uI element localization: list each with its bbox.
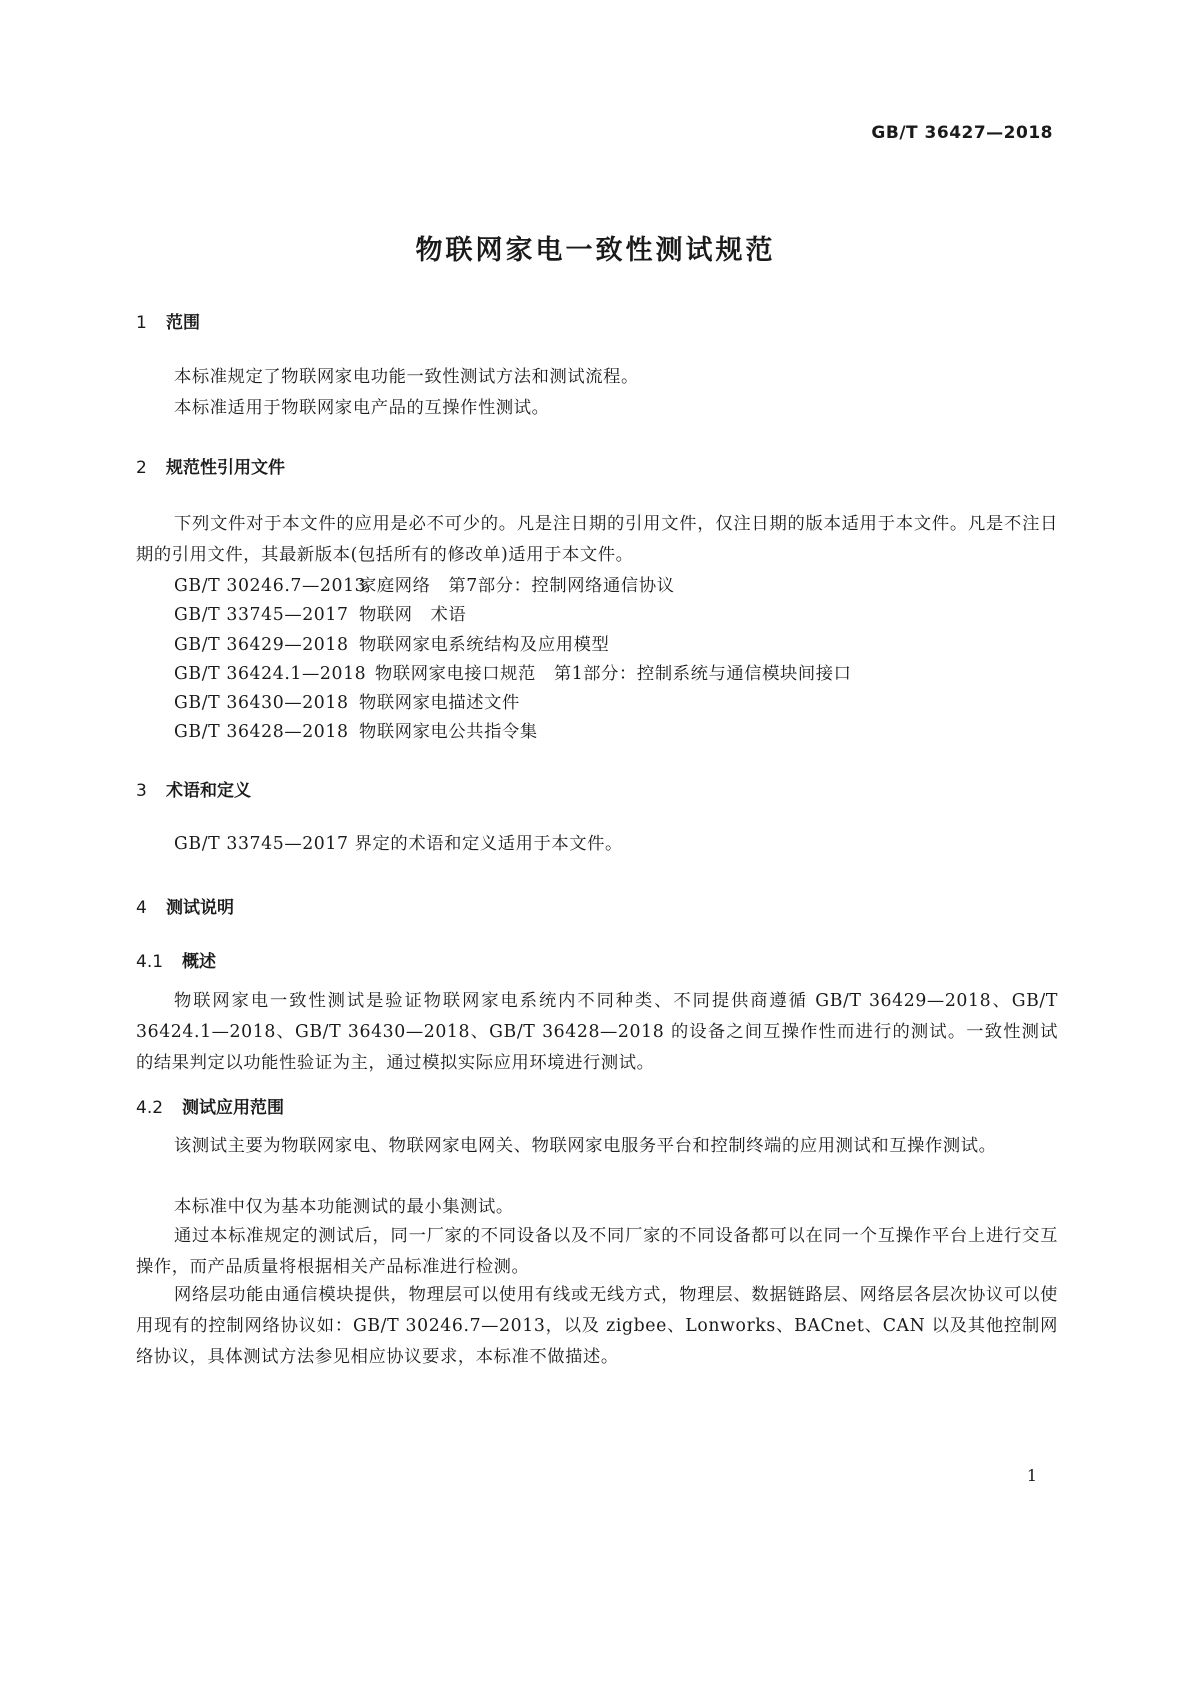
section-4-2-heading (136, 1093, 284, 1118)
reference-entry (174, 571, 675, 596)
reference-title: 物联网家电系统结构及应用模型 (359, 635, 610, 655)
section-title: 规范性引用文件 (166, 458, 285, 478)
reference-title: 物联网 术语 (359, 605, 467, 625)
section-title: 测试说明 (166, 898, 234, 918)
reference-entry (174, 630, 609, 655)
reference-code: GB/T 36424.1—2018 (174, 664, 367, 684)
section-number: 4.2 (136, 1098, 164, 1118)
reference-code: GB/T 33745—2017 (174, 605, 349, 625)
section-1-heading (136, 308, 200, 333)
reference-entry (174, 717, 538, 742)
section-number: 1 (136, 313, 147, 333)
section-4-heading (136, 893, 234, 918)
reference-title: 物联网家电接口规范 第1部分：控制系统与通信模块间接口 (375, 664, 852, 684)
reference-entry (174, 659, 852, 684)
reference-code: GB/T 36429—2018 (174, 635, 349, 655)
paragraph: 物联网家电一致性测试是验证物联网家电系统内不同种类、不同提供商遵循 GB/T 36429—2018、GB/T 36424.1—2018、GB/T 36430—2018、GB/T 36428—2018 的设备之间互操作性而进行的测试。一致性测试的结果判定以功能性验证为主，通过模拟实际应用环境进行测试。 (136, 991, 1058, 1073)
section-2-heading (136, 453, 285, 478)
reference-code: GB/T 30246.7—2013 (174, 576, 367, 596)
standard-code: GB/T 36427—2018 (871, 123, 1053, 143)
section-4-1-heading (136, 947, 216, 972)
section-title: 范围 (166, 313, 200, 333)
reference-entry (174, 600, 466, 625)
section-3-heading (136, 776, 251, 801)
paragraph: 本标准规定了物联网家电功能一致性测试方法和测试流程。 (174, 367, 639, 387)
paragraph: 本标准适用于物联网家电产品的互操作性测试。 (174, 398, 550, 418)
paragraph: 本标准中仅为基本功能测试的最小集测试。 (174, 1197, 514, 1217)
section-number: 3 (136, 781, 147, 801)
section-number: 4.1 (136, 952, 164, 972)
section-number: 4 (136, 898, 147, 918)
reference-code: GB/T 36430—2018 (174, 693, 349, 713)
reference-title: 物联网家电描述文件 (359, 693, 520, 713)
paragraph: 通过本标准规定的测试后，同一厂家的不同设备以及不同厂家的不同设备都可以在同一个互操作平台上进行交互操作，而产品质量将根据相关产品标准进行检测。 (136, 1226, 1058, 1277)
reference-title: 物联网家电公共指令集 (359, 722, 538, 742)
paragraph: 下列文件对于本文件的应用是必不可少的。凡是注日期的引用文件，仅注日期的版本适用于本文件。凡是不注日期的引用文件，其最新版本(包括所有的修改单)适用于本文件。 (136, 514, 1058, 565)
section-title: 术语和定义 (166, 781, 251, 801)
paragraph: 该测试主要为物联网家电、物联网家电网关、物联网家电服务平台和控制终端的应用测试和互操作测试。 (174, 1136, 997, 1156)
section-title: 概述 (182, 952, 216, 972)
reference-entry (174, 688, 520, 713)
section-title: 测试应用范围 (182, 1098, 284, 1118)
reference-code: GB/T 36428—2018 (174, 722, 349, 742)
paragraph: GB/T 33745—2017 界定的术语和定义适用于本文件。 (174, 834, 623, 854)
page-number: 1 (1026, 1466, 1037, 1485)
reference-title: 家庭网络 第7部分：控制网络通信协议 (359, 576, 675, 596)
document-title: 物联网家电一致性测试规范 (415, 235, 776, 266)
paragraph: 网络层功能由通信模块提供，物理层可以使用有线或无线方式，物理层、数据链路层、网络层各层次协议可以使用现有的控制网络协议如：GB/T 30246.7—2013，以及 zigbee、Lonworks、BACnet、CAN 以及其他控制网络协议，具体测试方法参见相应协议要求，本标准不做描述。 (136, 1285, 1058, 1367)
section-number: 2 (136, 458, 147, 478)
